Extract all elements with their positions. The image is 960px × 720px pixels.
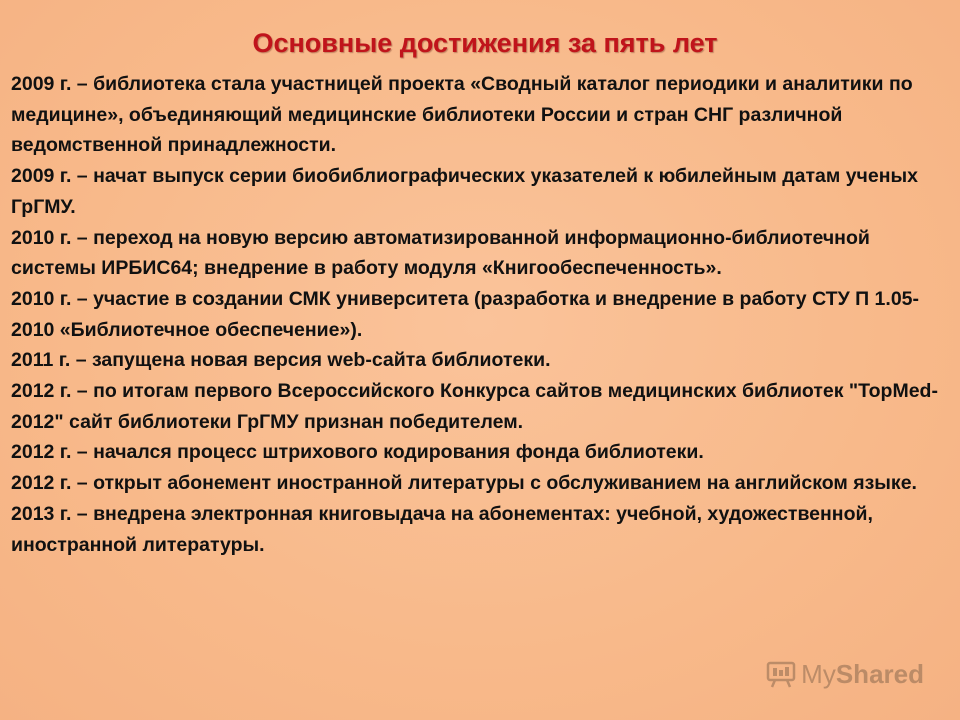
- watermark-text: [801, 659, 924, 690]
- achievement-entry: 2009 г. – библиотека стала участницей проекта «Сводный каталог периодики и аналитики по медицине», объединяющий медицинские библиотеки России и стран СНГ различной ведомственной принадлежности.: [11, 73, 913, 157]
- achievement-entry: 2012 г. – по итогам первого Всероссийского Конкурса сайтов медицинских библиотек "TopMed-2012" сайт библиотеки ГрГМУ признан победителем.: [11, 380, 938, 433]
- achievement-entry: 2009 г. – начат выпуск серии биобиблиографических указателей к юбилейным датам ученых ГрГМУ.: [11, 165, 918, 218]
- achievement-entry: 2012 г. – начался процесс штрихового кодирования фонда библиотеки.: [11, 441, 704, 464]
- achievement-entry: 2010 г. – участие в создании СМК университета (разработка и внедрение в работу СТУ П 1.05-2010 «Библиотечное обеспечение»).: [11, 287, 920, 341]
- achievement-entry: 2011 г. – запущена новая версия web-сайта библиотеки.: [11, 349, 551, 372]
- achievement-entry: 2013 г. – внедрена электронная книговыдача на абонементах: учебной, художественной, иностранной литературы.: [11, 502, 873, 556]
- myshared-watermark: [765, 658, 924, 690]
- watermark-text-my: My: [801, 658, 836, 689]
- slide-title: Основные достижения за пять лет: [252, 28, 718, 58]
- achievement-entry: 2012 г. – открыт абонемент иностранной литературы с обслуживанием на английском языке.: [11, 472, 917, 495]
- achievement-entry: 2010 г. – переход на новую версию автоматизированной информационно-библиотечной системы ИРБИС64; внедрение в работу модуля «Книгообеспеченность».: [11, 226, 870, 280]
- presentation-board-icon: [765, 658, 797, 690]
- achievements-list: [11, 69, 941, 560]
- watermark-text-shared: Shared: [835, 658, 924, 689]
